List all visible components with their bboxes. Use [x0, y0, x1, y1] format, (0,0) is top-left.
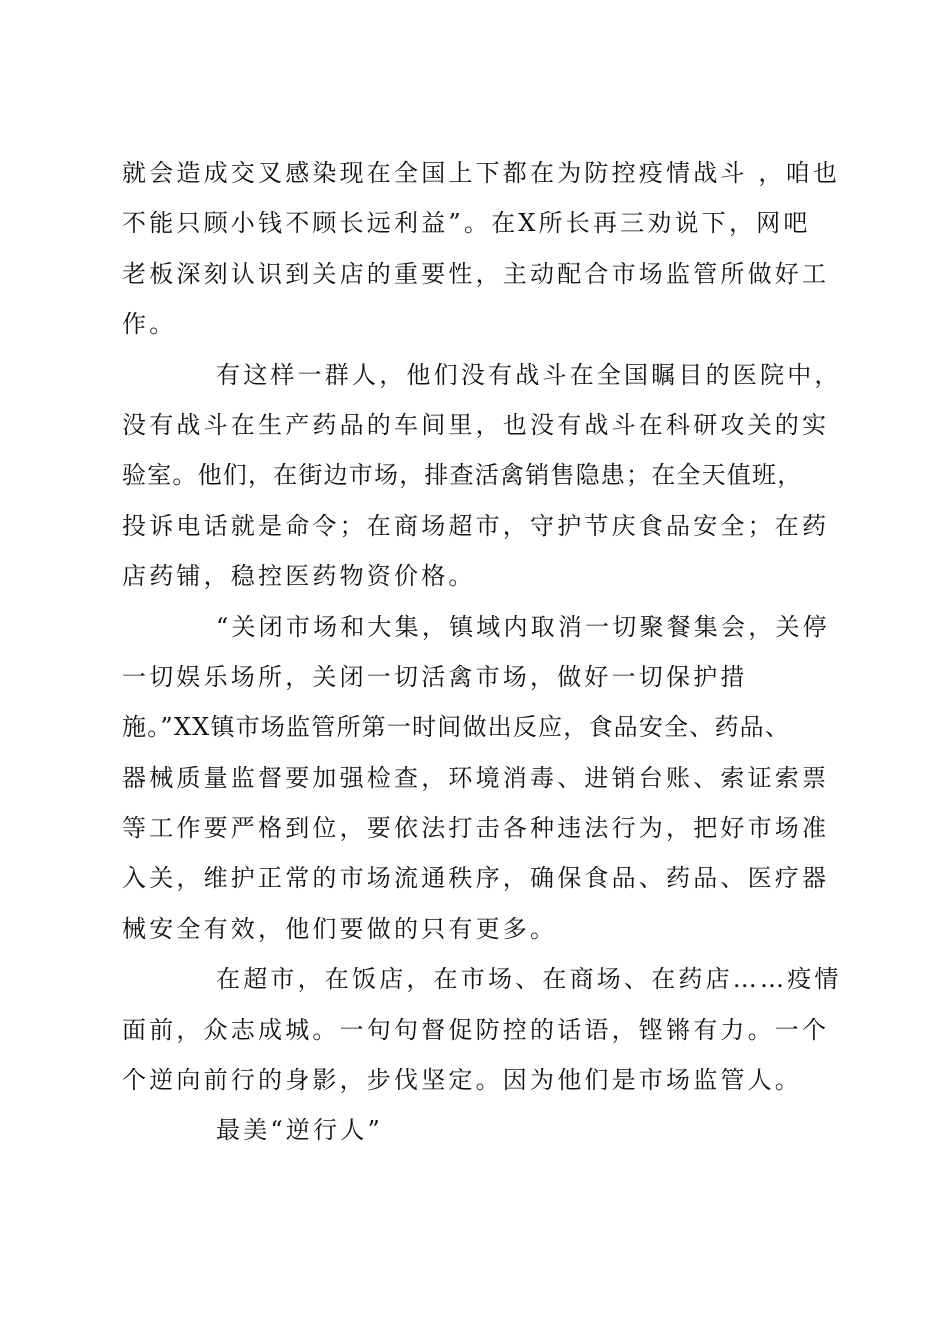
text-line: 有这样一群人，他们没有战斗在全国瞩目的医院中，	[216, 360, 842, 389]
document-body	[122, 148, 842, 1156]
text-line: 器械质量监督要加强检查，环境消毒、进销台账、索证索票	[122, 763, 830, 792]
paragraph-3	[122, 602, 834, 955]
text-line: 老板深刻认识到关店的重要性，主动配合市场监管所做好工	[122, 259, 830, 288]
paragraph-4	[122, 954, 842, 1105]
text-line: 没有战斗在生产药品的车间里，也没有战斗在科研攻关的实	[122, 410, 830, 439]
text-line: 入关，维护正常的市场流通秩序，确保食品、药品、医疗器	[122, 864, 830, 893]
text-line: 验室。他们，在街边市场，排查活禽销售隐患；在全天值班，	[122, 461, 803, 490]
text-line: 面前，众志成城。一句句督促防控的话语，铿锵有力。一个	[122, 1015, 830, 1044]
text-line: 作。	[122, 310, 177, 339]
text-line: 一切娱乐场所，关闭一切活禽市场，做好一切保护措	[122, 662, 748, 691]
text-line: 在超市，在饭店，在市场、在商场、在药店……疫情	[216, 965, 842, 994]
text-line: 最美“逆行人”	[216, 1116, 383, 1145]
text-line: 店药铺，稳控医药物资价格。	[122, 562, 476, 591]
text-line: 个逆向前行的身影，步伐坚定。因为他们是市场监管人。	[122, 1066, 802, 1095]
paragraph-2	[122, 350, 842, 602]
text-line: 施。”XX镇市场监管所第一时间做出反应，食品安全、药品、	[122, 713, 791, 742]
paragraph-5	[122, 1105, 834, 1155]
text-line: 等工作要严格到位，要依法打击各种违法行为，把好市场准	[122, 814, 830, 843]
text-line: “关闭市场和大集，镇域内取消一切聚餐集会，关停	[216, 612, 830, 641]
text-line: 不能只顾小钱不顾长远利益”。在X所长再三劝说下，网吧	[122, 209, 811, 238]
text-line: 投诉电话就是命令；在商场超市，守护节庆食品安全；在药	[122, 511, 830, 540]
text-line: 就会造成交叉感染现在全国上下都在为防控疫情战斗 ，咱也	[122, 159, 841, 187]
text-line: 械安全有效，他们要做的只有更多。	[122, 914, 558, 943]
paragraph-1	[122, 148, 841, 350]
